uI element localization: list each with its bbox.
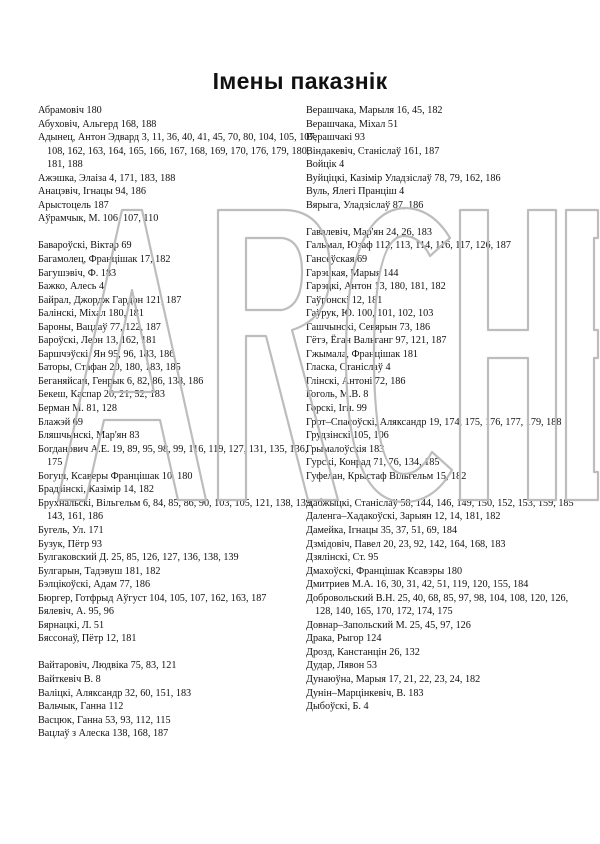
index-entry: Дамейка, Ігнацы 35, 37, 51, 69, 184 [306, 524, 458, 536]
group-gap [38, 226, 320, 240]
index-entry: Булгарын, Тадэвуш 181, 182 [38, 565, 161, 577]
index-entry: Булгаковский Д. 25, 85, 126, 127, 136, 138, 139 [38, 552, 239, 564]
index-entry: Баторы, Стафан 20, 180, 183, 185 [38, 362, 181, 374]
index-entry: Горскі, Ігн. 99 [306, 403, 367, 415]
index-entry: Бюргер, Готфрыд Аўгуст 104, 105, 107, 162, 163, 187 [38, 592, 267, 604]
index-entry: Бажко, Алесь 4 [38, 281, 105, 293]
index-entry: Бэлцікоўскі, Адам 77, 186 [38, 579, 151, 591]
index-entry: Абрамовіч 180 [38, 105, 102, 116]
index-entry: Гурскі, Конрад 71, 76, 134, 185 [306, 457, 440, 469]
index-entry: Арыстоцель 187 [38, 199, 109, 211]
index-entry: Довнар–Запольский М. 25, 45, 97, 126 [306, 619, 471, 631]
index-entry: Гётэ, Ёган Вальганг 97, 121, 187 [306, 335, 447, 347]
index-entry: Вальчык, Ганна 112 [38, 701, 124, 713]
index-entry: Дыбоўскі, Б. 4 [306, 701, 369, 713]
index-entry: Гансеўская 69 [306, 254, 368, 266]
index-entry: Бузук, Пётр 93 [38, 538, 102, 550]
index-entry: Гласка, Станіслаў 4 [306, 362, 391, 374]
index-entry: Бялевіч, А. 95, 96 [38, 606, 114, 618]
index-entry: Гарэцкая, Марыя 144 [306, 267, 399, 279]
index-entry: Багамолец, Францішак 17, 182 [38, 254, 171, 266]
index-entry: Вацлаў з Алеска 138, 168, 187 [38, 728, 169, 740]
index-entry: Берман М. 81, 128 [38, 403, 117, 415]
index-entry: Вуль, Ялегі Пранціш 4 [306, 186, 405, 198]
index-entry: Добровольский В.Н. 25, 40, 68, 85, 97, 98, 104, 108, 120, 126, 128, 140, 165, 170, 172, 174, 175 [306, 592, 569, 618]
index-entry: Дунін–Марцінкевіч, В. 183 [306, 687, 424, 699]
page-title: Імены паказнік [212, 68, 388, 94]
index-entry: Дмахоўскі, Францішак Ксавэры 180 [306, 565, 463, 577]
index-entry: Ажэшка, Элаіза 4, 171, 183, 188 [38, 172, 176, 184]
index-entry: Балінскі, Міхал 180, 181 [38, 308, 144, 320]
index-entry: Дрозд, Канстанцін 26, 132 [306, 646, 420, 658]
index-entry: Гуфелан, Крыстаф Вільгельм 15, 182 [306, 470, 467, 482]
index-entry: Бароўскі, Леон 13, 162, 181 [38, 335, 157, 347]
index-entry: Глінскі, Антоні 72, 186 [306, 375, 406, 387]
index-entry: Дудар, Лявон 53 [306, 660, 377, 672]
index-entry: Дзмідовіч, Павел 20, 23, 92, 142, 164, 168, 183 [306, 538, 506, 550]
index-entry: Вайтаровіч, Людвіка 75, 83, 121 [38, 660, 177, 672]
index-entry: Богуш, Ксаверы Францішак 10, 180 [38, 470, 193, 482]
index-entry: Бекеш, Каспар 20, 21, 52, 183 [38, 389, 165, 401]
index-entry: Драка, Рыгор 124 [306, 633, 382, 645]
index-entry: Дзялінскі, Ст. 95 [306, 552, 379, 564]
index-entry: Васцюк, Ганна 53, 93, 112, 115 [38, 714, 171, 726]
index-entry: Валіцкі, Аляксандр 32, 60, 151, 183 [38, 687, 192, 699]
index-entry: Гаўронскі 12, 181 [306, 294, 383, 306]
index-entry: Баршчэўскі, Ян 95, 96, 183, 186 [38, 348, 175, 360]
index-entry: Дунаюўна, Марыя 17, 21, 22, 23, 24, 182 [306, 673, 481, 685]
index-entry: Брухнальскі, Вільгельм 6, 84, 85, 86, 90, 103, 105, 121, 138, 139, 143, 161, 186 [38, 497, 314, 523]
index-entry: Верашчака, Марыля 16, 45, 182 [306, 105, 443, 116]
index-entry: Вайткевіч В. 8 [38, 673, 101, 685]
index-entry: Гоголь, М.В. 8 [306, 389, 369, 401]
index-entry: Анацэвіч, Ігнацы 94, 186 [38, 186, 146, 198]
index-entry: Бароны, Вацлаў 77, 122, 187 [38, 321, 161, 333]
index-entry: Верашчакі 93 [306, 132, 365, 144]
index-entry: Адынец, Антон Эдвард 3, 11, 36, 40, 41, 45, 70, 80, 104, 105, 107, 108, 162, 163, 164, 165, 166, 167, 168, 169, 170, 176, 179, 180, 181, 188 [38, 132, 318, 171]
index-entry: Гаўрук, Ю. 100, 101, 102, 103 [306, 308, 434, 320]
index-entry: Дабжыцкі, Станіслаў 58, 144, 146, 149, 150, 152, 153, 159, 185 [306, 497, 574, 509]
index-entry: Вуйціцкі, Казімір Уладзіслаў 78, 79, 162, 186 [306, 172, 501, 184]
index-entry: Гавалевіч, Мар'ян 24, 26, 183 [306, 226, 432, 238]
index-entry: Беганяйсан, Генрык 6, 82, 86, 138, 186 [38, 375, 204, 387]
group-gap [38, 646, 320, 660]
index-entry: Грудзінскі 105, 106 [306, 430, 389, 442]
index-entry: Дмитриев М.А. 16, 30, 31, 42, 51, 119, 120, 155, 184 [306, 579, 529, 591]
index-entry: Вярыга, Уладзіслаў 87, 186 [306, 199, 424, 211]
index-entry: Гашчынскі, Севярын 73, 186 [306, 321, 431, 333]
index-entry: Багушэвіч, Ф. 183 [38, 267, 117, 279]
index-entry: Войцік 4 [306, 159, 345, 171]
index-entry: Грымалоўскія 183 [306, 443, 385, 455]
index-entry: Аўрамчык, М. 106, 107, 110 [38, 213, 159, 225]
index-entry: Брадзінскі, Казімір 14, 182 [38, 484, 154, 496]
index-entry: Бугель, Ул. 171 [38, 524, 104, 536]
index-entry: Даленга–Хадакоўскі, Зарыян 12, 14, 181, 182 [306, 511, 501, 523]
index-column-right [306, 104, 588, 714]
group-gap [306, 483, 588, 497]
index-entry: Віндакевіч, Станіслаў 161, 187 [306, 145, 440, 157]
index-entry: Богданович А.Е. 19, 89, 95, 98, 99, 116, 119, 127, 131, 135, 136, 175 [38, 443, 308, 469]
index-entry: Абуховіч, Альгерд 168, 188 [38, 118, 157, 130]
index-entry: Верашчака, Міхал 51 [306, 118, 399, 130]
index-entry: Блажэй 69 [38, 416, 83, 428]
index-column-left [38, 104, 320, 741]
index-entry: Бляшчынскі, Мар'ян 83 [38, 430, 140, 442]
index-entry: Бавароўскі, Віктар 69 [38, 240, 132, 252]
index-entry: Байрал, Джордж Гардон 121, 187 [38, 294, 182, 306]
index-entry: Гжымала, Францішак 181 [306, 348, 419, 360]
index-entry: Гарэцкі, Антон 13, 180, 181, 182 [306, 281, 446, 293]
group-gap [306, 212, 588, 226]
index-entry: Гальмал, Юзаф 112, 113, 114, 116, 117, 126, 187 [306, 240, 511, 252]
index-entry: Грот–Спасоўскі, Аляксандр 19, 174, 175, 176, 177, 179, 188 [306, 416, 562, 428]
index-entry: Бярнацкі, Л. 51 [38, 619, 105, 631]
index-entry: Бяссонаў, Пётр 12, 181 [38, 633, 137, 645]
